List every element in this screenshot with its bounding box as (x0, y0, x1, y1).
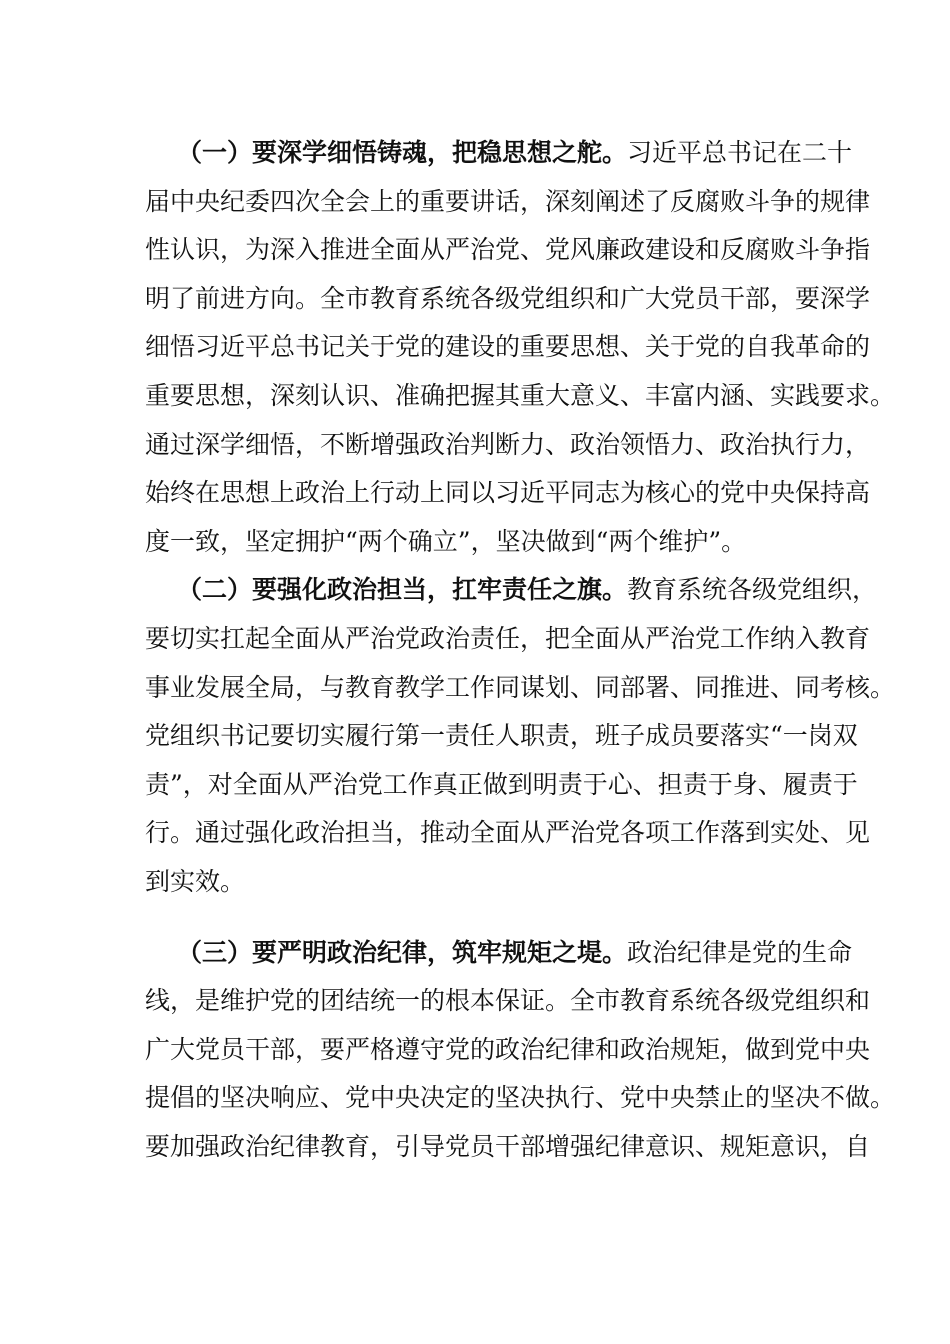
paragraph-line: 要切实扛起全面从严治党政治责任，把全面从严治党工作纳入教育 (145, 623, 871, 653)
paragraph-line: 到实效。 (145, 866, 246, 896)
line-text: 习近平总书记在二十 (627, 138, 853, 167)
line-text: 政治纪律是党的生命 (627, 937, 853, 967)
paragraph-line: 党组织书记要切实履行第一责任人职责，班子成员要落实“一岗双 (145, 721, 858, 751)
paragraph-1 (145, 129, 896, 566)
paragraph-line: 事业发展全局，与教育教学工作同谋划、同部署、同推进、同考核。 (145, 672, 896, 702)
paragraph-line (145, 929, 853, 978)
document-page (145, 129, 896, 1171)
paragraph-line: 细悟习近平总书记关于党的建设的重要思想、关于党的自我革命的 (145, 332, 871, 362)
paragraph-line: 广大党员干部，要严格遵守党的政治纪律和政治规矩，做到党中央 (145, 1034, 871, 1064)
paragraph-line: 提倡的坚决响应、党中央决定的坚决执行、党中央禁止的坚决不做。 (145, 1083, 896, 1113)
paragraph-line: 性认识，为深入推进全面从严治党、党风廉政建设和反腐败斗争指 (145, 235, 871, 265)
paragraph-line: 明了前进方向。全市教育系统各级党组织和广大党员干部，要深学 (145, 283, 871, 313)
paragraph-heading: （二）要强化政治担当，扛牢责任之旗。 (177, 575, 628, 605)
paragraph-line: 线，是维护党的团结统一的根本保证。全市教育系统各级党组织和 (145, 986, 871, 1016)
paragraph-line: 行。通过强化政治担当，推动全面从严治党各项工作落到实处、见 (145, 818, 871, 848)
paragraph-3 (145, 929, 896, 1172)
paragraph-line: 通过深学细悟，不断增强政治判断力、政治领悟力、政治执行力， (145, 429, 871, 459)
paragraph-line (145, 566, 878, 615)
paragraph-heading: （一）要深学细悟铸魂，把稳思想之舵。 (177, 138, 628, 167)
paragraph-2 (145, 566, 896, 906)
paragraph-line: 始终在思想上政治上行动上同以习近平同志为核心的党中央保持高 (145, 478, 871, 508)
paragraph-line (145, 129, 853, 178)
paragraph-line: 重要思想，深刻认识、准确把握其重大意义、丰富内涵、实践要求。 (145, 380, 896, 410)
paragraph-line: 责”，对全面从严治党工作真正做到明责于心、担责于身、履责于 (145, 769, 858, 799)
paragraph-heading: （三）要严明政治纪律，筑牢规矩之堤。 (177, 937, 628, 967)
paragraph-line: 届中央纪委四次全会上的重要讲话，深刻阐述了反腐败斗争的规律 (145, 186, 871, 216)
line-text: 教育系统各级党组织， (627, 575, 878, 605)
paragraph-line: 度一致，坚定拥护“两个确立”，坚决做到“两个维护”。 (145, 526, 747, 556)
paragraph-line: 要加强政治纪律教育，引导党员干部增强纪律意识、规矩意识，自 (145, 1131, 871, 1161)
